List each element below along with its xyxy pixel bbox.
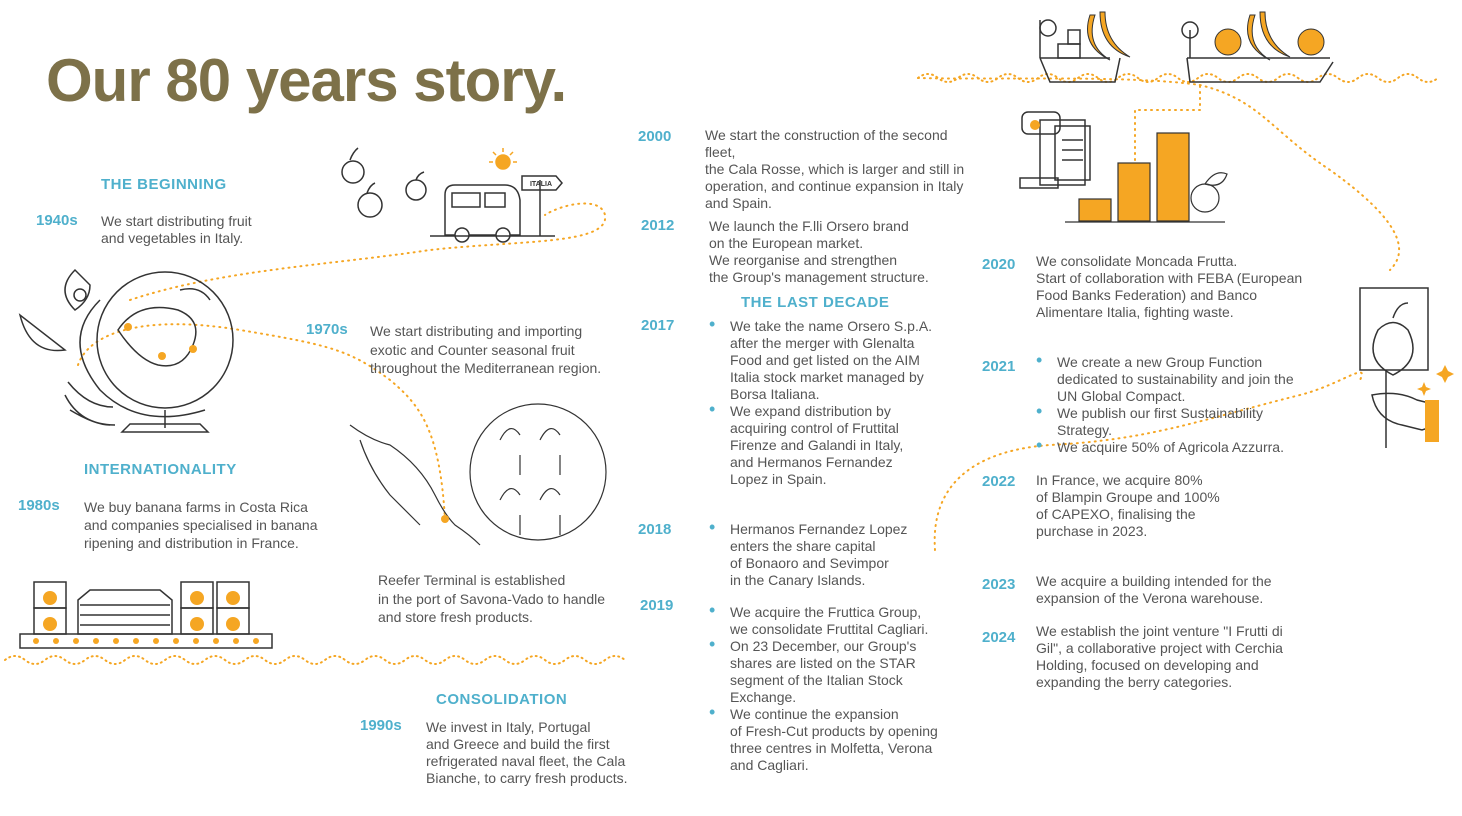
year-1970s: 1970s — [306, 321, 348, 338]
event-2024-text: We establish the joint venture "I Frutti di Gil", a collaborative project with Cerchia Holding, focused on developing and expanding the berry categories. — [1036, 623, 1283, 690]
section-consolidation: CONSOLIDATION — [436, 691, 568, 708]
event-1970s-text: We start distributing and importing exotic and Counter seasonal fruit throughout the Mediterranean region. — [370, 323, 602, 376]
event-2018-list — [708, 521, 968, 589]
event-2017-bullet-1: • We take the name Orsero S.p.A. after the merger with Glenalta Food and get listed on the AIM Italia stock market managed by Borsa Italiana. — [708, 318, 968, 403]
event-2019-bullet-2: • On 23 December, our Group's shares are listed on the STAR segment of the Italian Stock Exchange. — [708, 638, 978, 706]
event-2021-bullet-2: • We publish our first Sustainability Strategy. — [1035, 405, 1345, 439]
page-title: Our 80 years story. — [46, 47, 567, 114]
map-illustration — [350, 404, 606, 545]
event-reefer-terminal-text: Reefer Terminal is established in the port of Savona-Vado to handle and store fresh products. — [378, 572, 606, 625]
globe-dots — [124, 323, 197, 360]
year-2019: 2019 — [640, 597, 674, 614]
event-2023-text: We acquire a building intended for the expansion of the Verona warehouse. — [1036, 573, 1272, 606]
year-1940s: 1940s — [36, 212, 78, 229]
wave-line-left — [5, 656, 625, 664]
year-2020: 2020 — [982, 256, 1016, 273]
event-2021-list — [1035, 354, 1345, 456]
year-2021: 2021 — [982, 358, 1016, 375]
event-2022-text: In France, we acquire 80% of Blampin Groupe and 100% of CAPEXO, finalising the purchase in 2023. — [1036, 472, 1220, 539]
fruit-top-right — [1088, 12, 1325, 60]
year-2023: 2023 — [982, 576, 1016, 593]
event-1990s-text: We invest in Italy, Portugal and Greece and build the first refrigerated naval fleet, the Cala Bianche, to carry fresh products. — [426, 719, 628, 786]
event-1940s-text: We start distributing fruit and vegetables in Italy. — [101, 213, 252, 246]
sparkle-icon — [1417, 382, 1431, 396]
sparkle-icon — [1436, 365, 1454, 383]
event-2019-bullet-3: • We continue the expansion of Fresh-Cut products by opening three centres in Molfetta, Verona and Cagliari. — [708, 706, 978, 774]
section-internationality: INTERNATIONALITY — [84, 461, 237, 478]
map-dot — [441, 515, 449, 523]
event-2020-text: We consolidate Moncada Frutta. Start of collaboration with FEBA (European Food Banks Federation) and Banco Alimentare Italia, fighting waste. — [1036, 253, 1303, 320]
section-the-beginning: THE BEGINNING — [101, 176, 227, 193]
event-1980s-text: We buy banana farms in Costa Rica and companies specialised in banana ripening and distribution in France. — [84, 499, 318, 551]
event-2018-bullet-1: • Hermanos Fernandez Lopez enters the share capital of Bonaoro and Sevimpor in the Canary Islands. — [708, 521, 968, 589]
year-2000: 2000 — [638, 128, 672, 145]
scale-illustration — [1040, 20, 1333, 82]
year-2024: 2024 — [982, 629, 1016, 646]
event-2017-bullet-2: • We expand distribution by acquiring control of Fruttital Firenze and Galandi in Italy, and Hermanos Fernandez Lopez in Spain. — [708, 403, 968, 488]
italia-sign-text: ITALIA — [529, 181, 553, 188]
event-2000-text: We start the construction of the second fleet, the Cala Rosse, which is larger and still in operation, and continue expansion in Italy and Spain. — [705, 127, 965, 211]
year-2012: 2012 — [641, 217, 675, 234]
event-2019-bullet-1: • We acquire the Fruttica Group, we consolidate Fruttital Cagliari. — [708, 604, 978, 638]
section-the-last-decade: THE LAST DECADE — [741, 294, 890, 311]
event-2017-list — [708, 318, 968, 488]
truck-illustration — [342, 148, 562, 242]
year-2018: 2018 — [638, 521, 672, 538]
year-1980s: 1980s — [18, 497, 60, 514]
warehouse-oranges — [33, 591, 259, 644]
sleeve-accent — [1425, 400, 1439, 442]
scale-dot — [1030, 120, 1040, 130]
event-2021-bullet-1: • We create a new Group Function dedicated to sustainability and join the UN Global Compact. — [1035, 354, 1345, 405]
year-1990s: 1990s — [360, 717, 402, 734]
event-2021-bullet-3: • We acquire 50% of Agricola Azzurra. — [1035, 439, 1345, 456]
year-2022: 2022 — [982, 473, 1016, 490]
event-2019-list — [708, 604, 978, 774]
year-2017: 2017 — [641, 317, 675, 334]
globe-illustration — [20, 270, 233, 432]
event-2012-text: We launch the F.lli Orsero brand on the European market. We reorganise and strengthen the Group's management structure. — [709, 218, 929, 285]
